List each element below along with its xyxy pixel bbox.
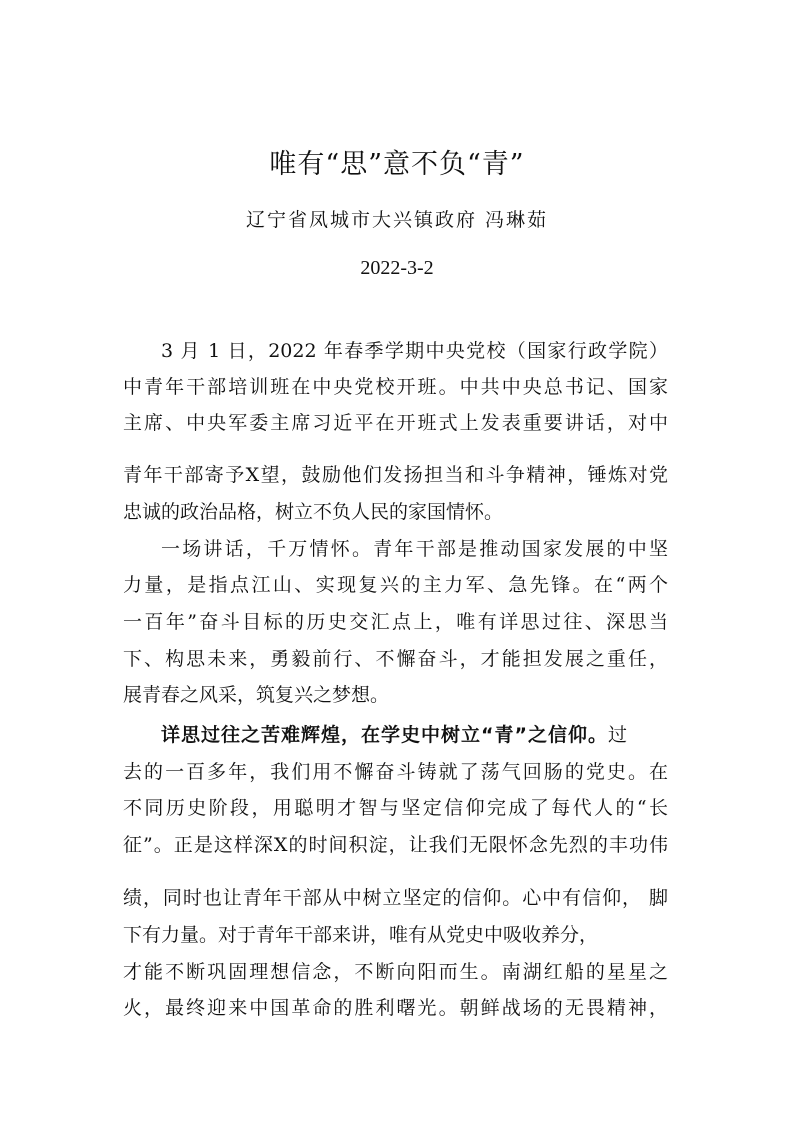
paragraph-line: 力量，是指点江山、实现复兴的主力军、急先锋。在“两个 — [123, 574, 668, 596]
paragraph-line: 火，最终迎来中国革命的胜利曙光。朝鲜战场的无畏精神， — [123, 997, 668, 1019]
paragraph-line: 下、构思未来，勇毅前行、不懈奋斗，才能担发展之重任， — [123, 648, 668, 670]
paragraph-line: 征”。正是这样深X的时间积淀，让我们无限怀念先烈的丰功伟 — [123, 834, 668, 856]
document-title: 唯有“思”意不负“青” — [269, 149, 525, 180]
paragraph-line: 去的一百多年，我们用不懈奋斗铸就了荡气回肠的党史。在 — [123, 761, 668, 783]
paragraph-line: 一百年”奋斗目标的历史交汇点上，唯有详思过往、深思当 — [123, 611, 668, 633]
paragraph-line: 展青春之风采，筑复兴之梦想。 — [123, 684, 390, 706]
paragraph-line: 下有力量。对于青年干部来讲，唯有从党史中吸收养分， — [123, 924, 599, 946]
paragraph-line: 青年干部寄予X望，鼓励他们发扬担当和斗争精神，锤炼对党 — [123, 464, 668, 486]
heading-continuation: 过 — [607, 724, 627, 746]
paragraph-line: 中青年干部培训班在中央党校开班。中共中央总书记、国家 — [123, 376, 668, 398]
section-heading: 详思过往之苦难辉煌，在学史中树立“青”之信仰。 — [161, 724, 608, 746]
paragraph-line: 绩，同时也让青年干部从中树立坚定的信仰。心中有信仰， 脚 — [123, 887, 668, 909]
document-author: 辽宁省凤城市大兴镇政府 冯琳茹 — [245, 209, 549, 231]
paragraph-line: 不同历史阶段，用聪明才智与坚定信仰完成了每代人的“长 — [123, 797, 668, 819]
paragraph-line: 3 月 1 日，2022 年春季学期中央党校（国家行政学院） — [161, 340, 668, 362]
paragraph-line: 主席、中央军委主席习近平在开班式上发表重要讲话，对中 — [123, 412, 668, 434]
paragraph-first-line — [123, 717, 668, 753]
paragraph-line: 忠诚的政治品格，树立不负人民的家国情怀。 — [123, 501, 504, 523]
paragraph-line: 才能不断巩固理想信念，不断向阳而生。南湖红船的星星之 — [123, 961, 668, 983]
document-date: 2022-3-2 — [360, 257, 434, 279]
paragraph-line: 一场讲话，千万情怀。青年干部是推动国家发展的中坚 — [161, 538, 668, 560]
